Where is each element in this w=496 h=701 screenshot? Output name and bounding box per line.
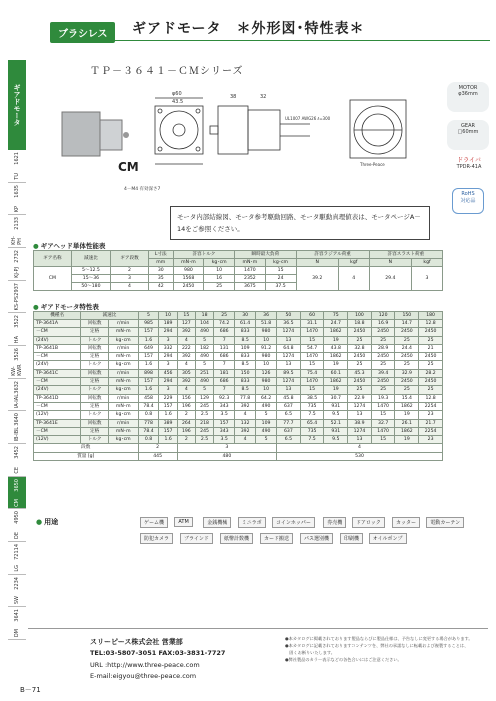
dim-32: 32 [260,94,267,100]
usage-tag: コインホッパー [272,517,315,528]
dim-43-5: 43.5 [172,99,184,105]
rohs-badge: RoHS 対応品 [452,188,484,214]
table-row: TP-3641A 回転数 r/min 985 189 127 104 74.2 61.4 51.8 36.5 31.1 24.7 18.8 16.9 14.7 12.8 [34,320,443,328]
usage-label: ● 用途 [36,517,58,527]
side-view [210,106,310,154]
table2-heading: ● ギアドモータ特性表 [33,302,99,311]
mass-row: 質量 [g] 445 480 530 [34,452,443,460]
footnote-1: ●本カタログに掲載されております製品ならびに製品仕様は、予告なしに変更する場合があります。 [285,636,473,641]
dim-phi60: φ60 [172,91,182,97]
th-ratio: 減速比 [71,251,110,267]
left-index [8,60,26,640]
table-row: TP-3641D 回転数 r/min 458 229 156 129 92.3 77.8 64.2 45.8 38.5 30.7 22.9 19.3 15.4 12.8 [34,394,443,402]
usage-tag: 防犯カメラ [140,533,173,544]
reference-notice: モータ内部結線図、モータ参考駆動回路、モータ駆動真理値表は、モータページA－14をご参照ください。 [170,206,430,240]
th-thrust: 許容スラスト荷重 [369,251,442,259]
footnote-2: ●本カタログに記載されておりますコンテンツを、弊社の承諾なしに転載および複製することは、 [285,643,469,648]
ratio-col: 75 [324,312,348,320]
gear-spec-badge: GEAR □60mm [447,120,489,150]
usage-tag: ミニラボ [238,517,266,528]
index-item-kw-kwr[interactable]: 3526 KW-KWR [8,346,26,379]
email-link[interactable]: E-mail:eigyou@three-peace.com [90,672,197,680]
ratio-col: 180 [419,312,443,320]
category-badge: ブラシレス [50,22,115,43]
front-view [155,98,203,164]
footnote-3: 固くお断りいたします。 [285,650,335,655]
index-item-kp[interactable]: 1635 KP [8,183,26,216]
table-row: －CM 定格 mN･m 157 294 392 490 686 833 980 1274 1470 1862 2450 2450 2450 2450 [34,353,443,361]
table-row: －CM 定格 mN･m 78.4 157 196 245 343 392 490 637 735 931 1274 1470 1862 2254 [34,427,443,435]
usage-tag: 印刷機 [340,533,363,544]
usage-tag: カッター [392,517,420,528]
index-item-kh-ph[interactable]: 2133 KH-PH [8,215,26,248]
end-view [350,100,406,158]
ratio-col: 15 [177,312,195,320]
index-item-ia-ial[interactable]: 3632 IA-IAL [8,379,26,412]
ratio-col: 36 [256,312,277,320]
outline-drawing [60,84,440,194]
page-title: ギアドモータ ＊外形図･特性表＊ [132,21,365,37]
gearhead-table: ギア名称 減速比 ギア段数 L寸法 許容トルク 瞬時最大負荷 許容ラジアル荷重 許容スラスト荷重 mm mN･m kg･cm mN･m kg･cm N kgf N kgf CM 5～12.5 2 30 980 10 1470 15 39.2 4 29.4 3 15～36 3 35 1568 16 2352 24 50～180 4 42 2450 25 3675 37.5 [33,250,443,291]
page-number: B－71 [20,686,41,694]
index-item-sw[interactable]: 2234 SW [8,575,26,608]
th-torque: 許容トルク [173,251,234,259]
index-item-ib-ibl[interactable]: 3640 IB-IBL [8,411,26,444]
table-row: －CM 定格 mN･m 157 294 392 490 686 833 980 1274 1470 1862 2450 2450 2450 2450 [34,378,443,386]
th-radial: 許容ラジアル荷重 [296,251,369,259]
note-brand: Three-Peace [360,162,385,167]
motor-spec-badge: MOTOR φ36mm [447,82,489,112]
left-index-category: ギアドモータ [8,60,26,150]
ratio-col: 100 [348,312,372,320]
ratio-col: 25 [214,312,235,320]
characteristics-table [33,311,443,461]
ratio-col: 50 [277,312,301,320]
footer-divider [28,628,488,629]
tel-fax: TEL:03-5807-3051 FAX:03-3831-7727 [90,649,226,657]
index-item-ha[interactable]: 3522 HA [8,313,26,346]
table-row: TP-3641B 回転数 r/min 649 332 222 182 131 109 91.2 64.8 54.7 43.8 32.8 28.9 24.4 21 [34,344,443,352]
table-row: (24V) トルク kg･cm 1.6 3 4 5 7 8.5 10 13 15 19 25 25 25 25 [34,361,443,369]
ratio-col: 60 [300,312,324,320]
usage-tag: ブラインド [180,533,213,544]
note-wire: UL1007 AWG26 ℓ=300 [285,116,331,121]
table-row: (12V) トルク kg･cm 0.8 1.6 2 2.5 3.5 4 5 6.5 7.5 9.5 13 15 19 23 [34,411,443,419]
stages-row: 段数 2 3 4 [34,444,443,452]
usage-tag: 金銭機械 [203,517,231,528]
table-row: (24V) トルク kg･cm 1.6 3 4 5 7 8.5 10 13 15 19 25 25 25 25 [34,386,443,394]
index-item-lg[interactable]: 72114 LG [8,542,26,575]
usage-tag: 券売機 [323,517,346,528]
footnote-4: ●弊社製品のカラー表示などの各色合いにはご注意ください。 [285,657,402,662]
usage-tag: ATM [174,517,192,527]
usage-tag: ドアロック [352,517,385,528]
table-row: (12V) トルク kg･cm 0.8 1.6 2 2.5 3.5 4 5 6.5 7.5 9.5 13 15 19 23 [34,436,443,444]
driver-badge: ドライバ TPDR-41A [456,157,482,170]
index-item-cm[interactable]: 3650 CM [8,477,26,510]
ratio-col: 120 [371,312,395,320]
th-gear-name: ギア名称 [34,251,72,267]
table-row: －CM 定格 mN･m 157 294 392 490 686 833 980 1274 1470 1862 2450 2450 2450 2450 [34,328,443,336]
index-item-ks-ps[interactable]: 2937 KS-PS [8,281,26,314]
index-item-kj-pj[interactable]: 2732 KJ-PJ [8,248,26,281]
note-holes: 4－M4 有効深さ7 [124,187,161,192]
ratio-col: 30 [235,312,256,320]
usage-tag: ゲーム機 [140,517,168,528]
ratio-col: 150 [395,312,419,320]
motor-photo [62,112,129,156]
table-row: TP-3641E 回転数 r/min 778 389 264 218 157 132 109 77.7 65.4 52.1 38.9 32.7 26.1 21.7 [34,419,443,427]
table-row: TP-3641C 回転数 r/min 898 456 305 251 181 150 126 89.5 75.4 60.1 45.3 39.4 32.9 28.2 [34,369,443,377]
usage-tag: カード搬送 [260,533,293,544]
ratio-col: 5 [138,312,159,320]
dim-38: 38 [230,94,237,100]
website-link[interactable]: URL :http://www.three-peace.com [90,661,200,669]
usage-tag: オイルポンプ [369,533,407,544]
header-divider [50,40,490,41]
usage-tag: パス選別機 [300,533,333,544]
ratio-col: 10 [159,312,177,320]
th-stages: ギア段数 [111,251,149,267]
company-name: スリーピース株式会社 営業部 [90,638,183,646]
index-item-dm[interactable]: 3641 DM [8,607,26,640]
usage-tag: 電動カーテン [426,517,464,528]
model-label: CM [118,160,139,174]
table-row: －CM 定格 mN･m 78.4 157 196 245 343 392 490 637 735 931 1274 1470 1862 2254 [34,402,443,410]
th-l: L寸法 [148,251,173,259]
table-row: (24V) トルク kg･cm 1.6 3 4 5 7 8.5 10 13 15 19 25 25 25 25 [34,336,443,344]
index-item-tu[interactable]: 1621 TU [8,150,26,183]
th-model: 機種名 [34,312,81,320]
index-item-ce[interactable]: 3452 CE [8,444,26,477]
table1-heading: ● ギアヘッド単体性能表 [33,241,105,250]
th-peak: 瞬時最大負荷 [235,251,296,259]
index-item-de[interactable]: 4950 DE [8,509,26,542]
ratio-col: 18 [195,312,213,320]
series-title: ＴＰ－３６４１－ＣＭシリーズ [90,66,244,77]
usage-tag: 紙幣計数機 [220,533,253,544]
th-ratio2: 減速比 [81,312,138,320]
